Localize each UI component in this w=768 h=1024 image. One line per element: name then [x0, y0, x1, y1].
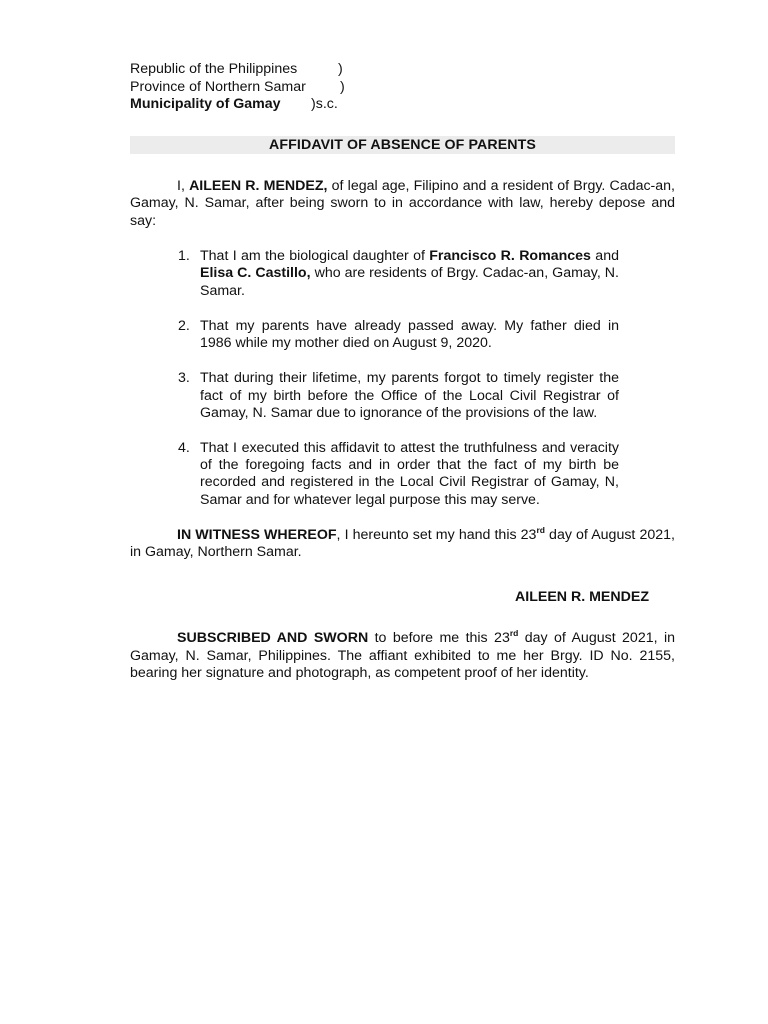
venue-republic: Republic of the Philippines — [130, 61, 298, 77]
ordinal-suffix: rd — [509, 627, 519, 638]
jurat-paragraph — [130, 627, 675, 683]
statement-list — [130, 248, 675, 508]
item-text: and — [590, 248, 619, 265]
list-item — [178, 370, 619, 422]
item-text: That I am the biological daughter of — [200, 248, 430, 265]
intro-text: of legal age, Filipino and a resident of Brgy. Cadac-an, Gamay, N. Samar, after being sworn to in accordance with law, hereby depose and say: — [130, 177, 675, 229]
venue-municipality-line — [130, 96, 675, 114]
item-text: who are residents of Brgy. Cadac-an, Gamay, N. Samar. — [200, 265, 619, 299]
father-name: Francisco R. Romances — [429, 248, 591, 265]
venue-paren-1: ) — [338, 61, 343, 77]
venue-sc: )s.c. — [311, 96, 338, 112]
item-number: 3. — [178, 370, 190, 387]
affiant-name: AILEEN R. MENDEZ, — [189, 177, 328, 194]
mother-name: Elisa C. Castillo, — [200, 265, 311, 282]
venue-municipality: Municipality of Gamay — [130, 96, 281, 112]
affiant-signature-name: AILEEN R. MENDEZ — [515, 588, 649, 605]
item-text: That I executed this affidavit to attest the truthfulness and veracity of the foregoing facts and in order that the fact of my birth be recorded and registered in the Local Civil Registrar of Gamay, N, Samar and for whatever legal purpose this may serve. — [200, 439, 619, 508]
list-item — [178, 318, 619, 352]
witness-text: , I hereunto set my hand this 23 — [336, 526, 537, 543]
document-title: AFFIDAVIT OF ABSENCE OF PARENTS — [130, 136, 675, 154]
intro-prefix: I, — [177, 177, 190, 194]
ordinal-suffix: rd — [536, 524, 545, 535]
list-item — [178, 248, 619, 300]
jurat-heading: SUBSCRIBED AND SWORN — [177, 629, 369, 646]
venue-block — [130, 61, 675, 114]
venue-paren-2: ) — [340, 78, 345, 95]
witness-paragraph — [130, 524, 675, 562]
item-number: 1. — [178, 248, 190, 265]
jurat-text-end: day of August 2021, in Gamay, N. Samar, Philippines. The affiant exhibited to me her Brgy. ID No. 2155, bearing her signature and photograph, as competent proof of her identity. — [130, 629, 675, 682]
list-item — [178, 440, 619, 509]
item-text: That my parents have already passed away. My father died in 1986 while my mother died on August 9, 2020. — [200, 317, 619, 352]
venue-province: Province of Northern Samar — [130, 78, 306, 95]
venue-republic-line — [130, 61, 675, 79]
witness-text-end: day of August 2021, in Gamay, Northern Samar. — [130, 526, 675, 561]
affidavit-page — [130, 61, 675, 683]
intro-paragraph — [130, 178, 675, 231]
item-number: 4. — [178, 439, 190, 456]
jurat-text: to before me this 23 — [368, 629, 510, 646]
venue-province-line — [130, 79, 675, 97]
witness-heading: IN WITNESS WHEREOF — [177, 526, 337, 543]
item-number: 2. — [178, 317, 190, 334]
item-text: That during their lifetime, my parents forgot to timely register the fact of my birth before the Office of the Local Civil Registrar of Gamay, N. Samar due to ignorance of the provisions of the law. — [200, 370, 619, 421]
